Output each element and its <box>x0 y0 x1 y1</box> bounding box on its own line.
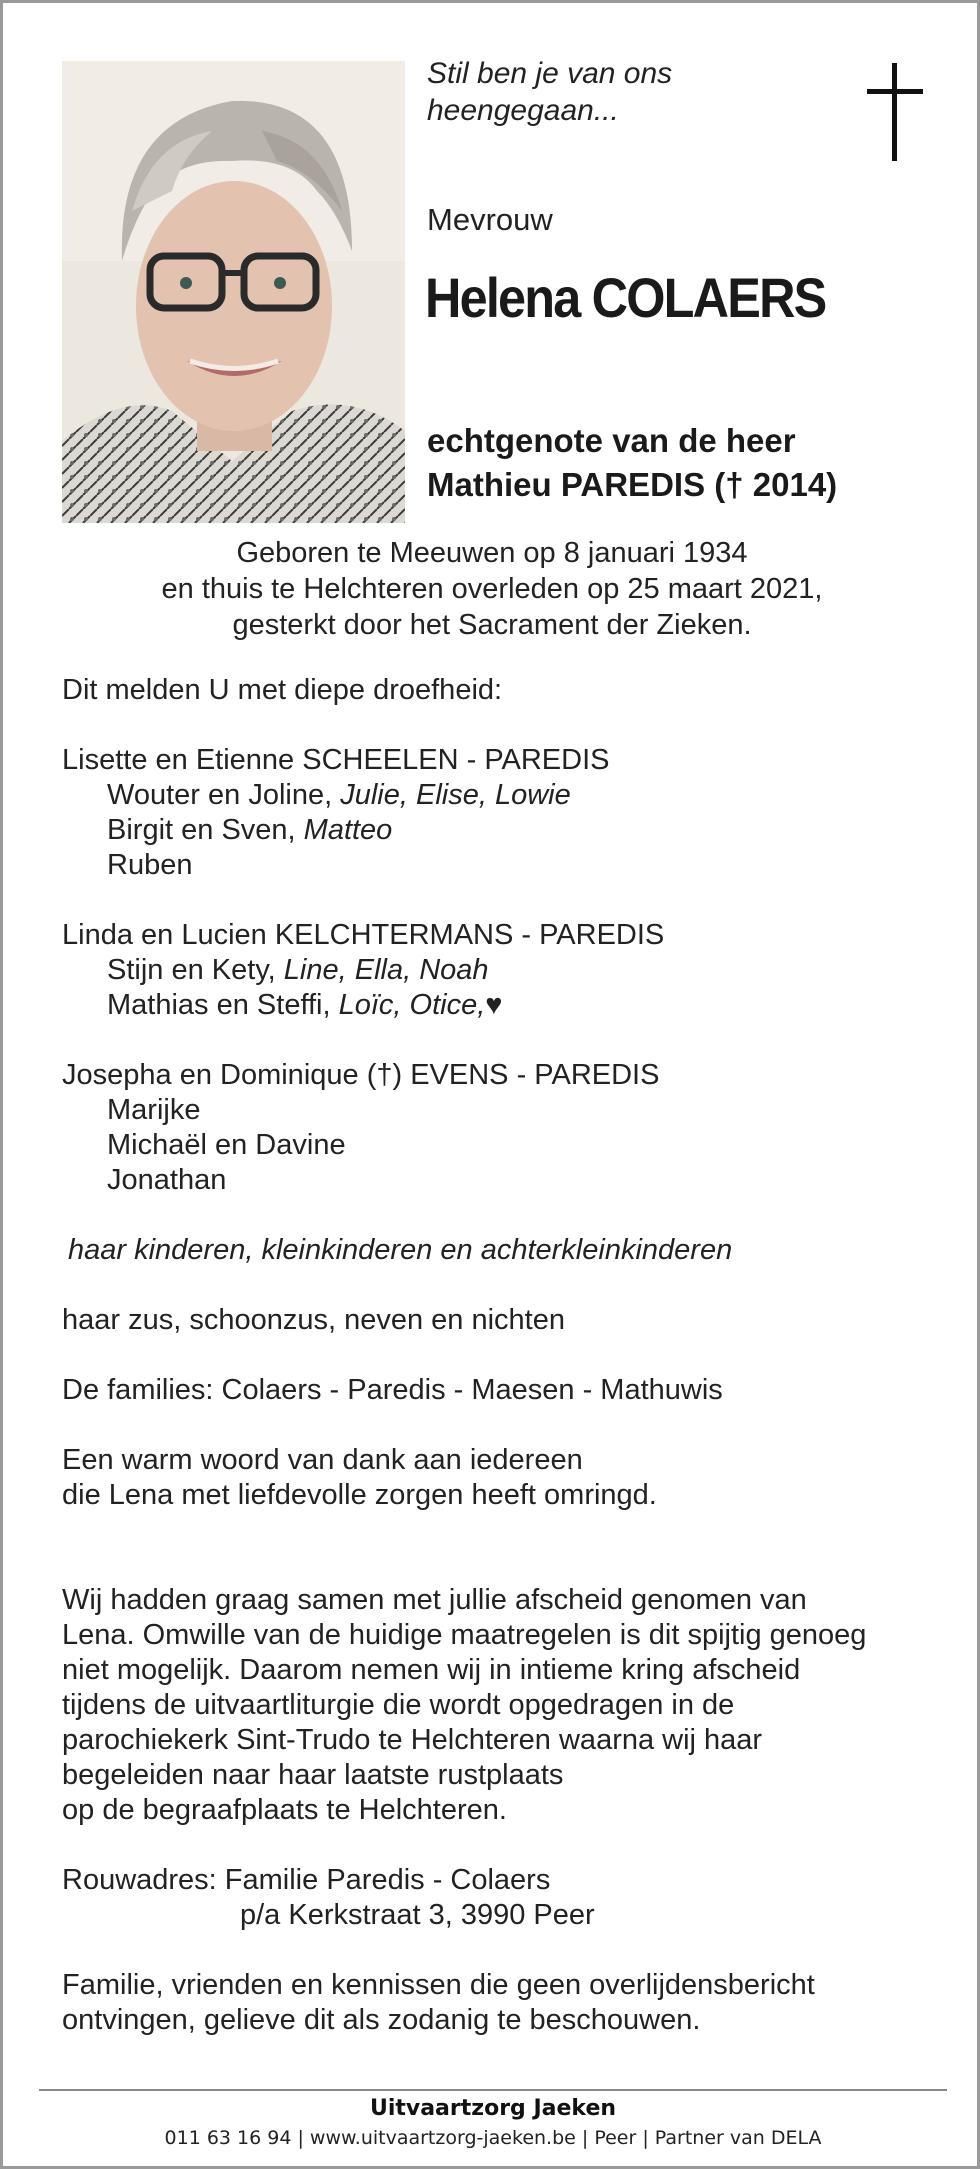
farewell-line: parochiekerk Sint-Trudo te Helchteren waarna wij haar <box>62 1724 763 1756</box>
deceased-name: Helena COLAERS <box>425 266 826 329</box>
funeral-home-name: Uitvaartzorg Jaeken <box>369 2096 617 2121</box>
life-line: gesterkt door het Sacrament der Zieken. <box>232 609 752 641</box>
funeral-home-contact: 011 63 16 94 | www.uitvaartzorg-jaeken.be | Peer | Partner van DELA <box>164 2127 822 2149</box>
grandchild-line: Birgit en Sven, Matteo <box>107 814 393 846</box>
intro-line: heengegaan... <box>427 94 619 127</box>
honorific: Mevrouw <box>427 202 553 237</box>
spouse-info <box>427 419 837 507</box>
family-head: Josepha en Dominique (†) EVENS - PAREDIS <box>62 1059 660 1091</box>
thanks-line: die Lena met liefdevolle zorgen heeft omringd. <box>62 1479 657 1511</box>
farewell-line: tijdens de uitvaartliturgie die wordt opgedragen in de <box>62 1689 735 1721</box>
spouse-line: echtgenote van de heer <box>427 422 796 459</box>
grandchildren-line: haar kinderen, kleinkinderen en achterkleinkinderen <box>68 1234 733 1266</box>
families-line: De families: Colaers - Paredis - Maesen - Mathuwis <box>62 1374 723 1406</box>
footer-divider <box>39 2089 947 2091</box>
grandchild-line: Mathias en Steffi, Loïc, Otice,♥ <box>107 989 503 1021</box>
grandchild-line: Ruben <box>107 849 193 881</box>
intro-text <box>427 55 672 129</box>
thanks-line: Een warm woord van dank aan iedereen <box>62 1444 583 1476</box>
family-head: Lisette en Etienne SCHEELEN - PAREDIS <box>62 744 610 776</box>
grandchild-line: Stijn en Kety, Line, Ella, Noah <box>107 954 489 986</box>
sister-line: haar zus, schoonzus, neven en nichten <box>62 1304 565 1336</box>
farewell-line: op de begraafplaats te Helchteren. <box>62 1794 507 1826</box>
announcement: Dit melden U met diepe droefheid: <box>62 674 503 706</box>
grandchild-line: Marijke <box>107 1094 201 1126</box>
farewell-line: begeleiden naar haar laatste rustplaats <box>62 1759 564 1791</box>
farewell-line: Wij hadden graag samen met jullie afscheid genomen van <box>62 1584 807 1616</box>
address-line: Rouwadres: Familie Paredis - Colaers <box>62 1864 551 1896</box>
grandchild-line: Jonathan <box>107 1164 227 1196</box>
grandchild-line: Michaël en Davine <box>107 1129 346 1161</box>
grandchild-line: Wouter en Joline, Julie, Elise, Lowie <box>107 779 571 811</box>
obituary-body <box>62 673 866 2038</box>
life-dates <box>62 535 922 643</box>
life-line: Geboren te Meeuwen op 8 januari 1934 <box>236 537 748 569</box>
notice-line: ontvingen, gelieve dit als zodanig te beschouwen. <box>62 2004 701 2036</box>
intro-line: Stil ben je van ons <box>427 57 673 90</box>
life-line: en thuis te Helchteren overleden op 25 maart 2021, <box>161 573 823 605</box>
farewell-line: niet mogelijk. Daarom nemen wij in intieme kring afscheid <box>62 1654 801 1686</box>
notice-line: Familie, vrienden en kennissen die geen overlijdensbericht <box>62 1969 815 2001</box>
family-head: Linda en Lucien KELCHTERMANS - PAREDIS <box>62 919 665 951</box>
address-line: p/a Kerkstraat 3, 3990 Peer <box>240 1899 595 1931</box>
portrait-photo <box>62 61 405 523</box>
heart-icon: ♥ <box>485 989 503 1021</box>
cross-icon <box>867 63 923 166</box>
farewell-line: Lena. Omwille van de huidige maatregelen is dit spijtig genoeg <box>62 1619 867 1651</box>
spouse-line: Mathieu PAREDIS († 2014) <box>427 466 838 503</box>
